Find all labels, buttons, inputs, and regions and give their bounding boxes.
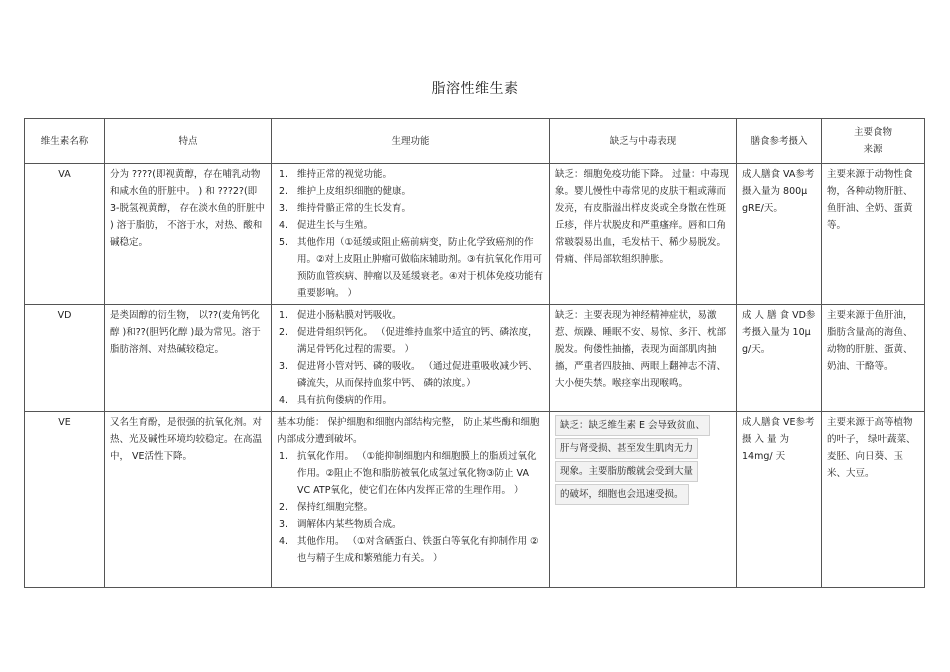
function-list [277, 448, 544, 567]
function-cell [272, 305, 550, 412]
vitamin-name: VD [25, 305, 105, 412]
intake-cell: 成人膳食 VA参考摄入量为 800μ gRE/天。 [737, 164, 822, 305]
list-item: 1. 促进小肠粘膜对钙吸收。 [279, 310, 402, 321]
feature-cell: 分为 ????(即视黄醇，存在哺乳动物和咸水鱼的肝脏中。 ) 和 ???2?(即 3-脱氢视黄醇， 存在淡水鱼的肝脏中 ) 溶于脂肪， 不溶于水，对热、酸和碱稳定。 [105, 164, 272, 305]
table-row [25, 412, 925, 588]
sources-cell: 主要来源于动物性食物，各种动物肝脏、鱼肝油、全奶、蛋黄等。 [822, 164, 925, 305]
sources-cell: 主要来源于鱼肝油，脂肪含量高的海鱼、动物的肝脏、蛋黄、奶油、干酪等。 [822, 305, 925, 412]
deficiency-cell: 缺乏：主要表现为神经精神症状，易激惹、烦躁、睡眠不安、易惊、多汗、枕部脱发。佝偻性抽搐，表现为面部肌肉抽搐，严重者四肢抽、两眼上翻神志不清、大小便失禁。喉痉挛出现喉鸣。 [550, 305, 737, 412]
list-item: 1. 抗氧化作用。 （①能抑制细胞内和细胞膜上的脂质过氧化作用。②阻止不饱和脂肪被氧化成氢过氧化物③防止 VA VC ATP氧化，使它们在体内发挥正常的生理作用。 ） [279, 451, 537, 496]
deficiency-line: 缺乏：缺乏维生素 E 会导致贫血、 [555, 415, 710, 436]
list-item: 2. 维护上皮组织细胞的健康。 [279, 186, 412, 197]
header-feature: 特点 [105, 119, 272, 164]
list-item: 4. 促进生长与生殖。 [279, 220, 374, 231]
header-function: 生理功能 [272, 119, 550, 164]
deficiency-line: 的破坏，细胞也会迅速受损。 [555, 484, 689, 505]
function-cell [272, 412, 550, 588]
deficiency-cell [550, 412, 737, 588]
list-item: 1. 维持正常的视觉功能。 [279, 169, 393, 180]
table-row [25, 164, 925, 305]
table-row [25, 305, 925, 412]
deficiency-cell: 缺乏：细胞免疫功能下降。 过量：中毒现象。婴儿慢性中毒常见的皮肤干粗或薄而发亮，有皮脂溢出样皮炎或全身散在性斑丘疹，伴片状脱皮和严重瘙痒。唇和口角常皲裂易出血，毛发枯干、稀少易脱发。骨痛、伴局部软组织肿胀。 [550, 164, 737, 305]
feature-cell: 又名生育酚，是很强的抗氧化剂。对热、光及碱性环境均较稳定。在高温中， VE活性下降。 [105, 412, 272, 588]
list-item: 5. 其他作用（①延缓或阻止癌前病变，防止化学致癌剂的作用。②对上皮阻止肿瘤可做临床辅助剂。③有抗氧化作用可预防血管疾病、肿瘤以及延缓衰老。④对于机体免疫功能有重要影响。 ） [279, 237, 544, 299]
function-cell [272, 164, 550, 305]
function-list [277, 166, 544, 302]
header-deficiency: 缺乏与中毒表现 [550, 119, 737, 164]
function-list [277, 307, 544, 409]
deficiency-line: 现象。主要脂肪酸就会受到大量 [555, 461, 698, 482]
list-item: 2. 保持红细胞完整。 [279, 502, 374, 513]
header-name: 维生素名称 [25, 119, 105, 164]
function-intro: 基本功能： 保护细胞和细胞内部结构完整， 防止某些酶和细胞内部成分遭到破坏。 [277, 417, 540, 445]
vitamin-name: VE [25, 412, 105, 588]
list-item: 4. 具有抗佝偻病的作用。 [279, 395, 393, 406]
list-item: 3. 维持骨骼正常的生长发育。 [279, 203, 412, 214]
table-header-row [25, 119, 925, 164]
vitamin-name: VA [25, 164, 105, 305]
list-item: 4. 其他作用。 （①对含硒蛋白、铁蛋白等氧化有抑制作用 ②也与精子生成和繁殖能力有关。 ） [279, 536, 539, 564]
list-item: 3. 调解体内某些物质合成。 [279, 519, 402, 530]
list-item: 2. 促进骨组织钙化。 （促进维持血浆中适宜的钙、磷浓度，满足骨钙化过程的需要。 ） [279, 327, 538, 355]
intake-cell: 成 人 膳 食 VD参考摄入量为 10μ g/天。 [737, 305, 822, 412]
header-sources-line2: 来源 [863, 144, 883, 155]
intake-cell: 成人膳食 VE参考 摄 入 量 为 14mg/ 天 [737, 412, 822, 588]
page-title: 脂溶性维生素 [431, 81, 519, 97]
deficiency-line: 肝与肾受损、甚至发生肌肉无力 [555, 438, 698, 459]
header-sources [822, 119, 925, 164]
header-intake: 膳食参考摄入 [737, 119, 822, 164]
header-sources-line1: 主要食物 [853, 127, 892, 138]
sources-cell: 主要来源于高等植物的叶子， 绿叶蔬菜、麦胚、向日葵、玉米、大豆。 [822, 412, 925, 588]
list-item: 3. 促进肾小管对钙、磷的吸收。 （通过促进重吸收减少钙、磷流失，从而保持血浆中钙、 磷的浓度。） [279, 361, 538, 389]
vitamin-table [24, 118, 925, 588]
feature-cell: 是类固醇的衍生物， 以??(麦角钙化醇 )和??(胆钙化醇 )最为常见。溶于脂肪溶剂、对热碱较稳定。 [105, 305, 272, 412]
